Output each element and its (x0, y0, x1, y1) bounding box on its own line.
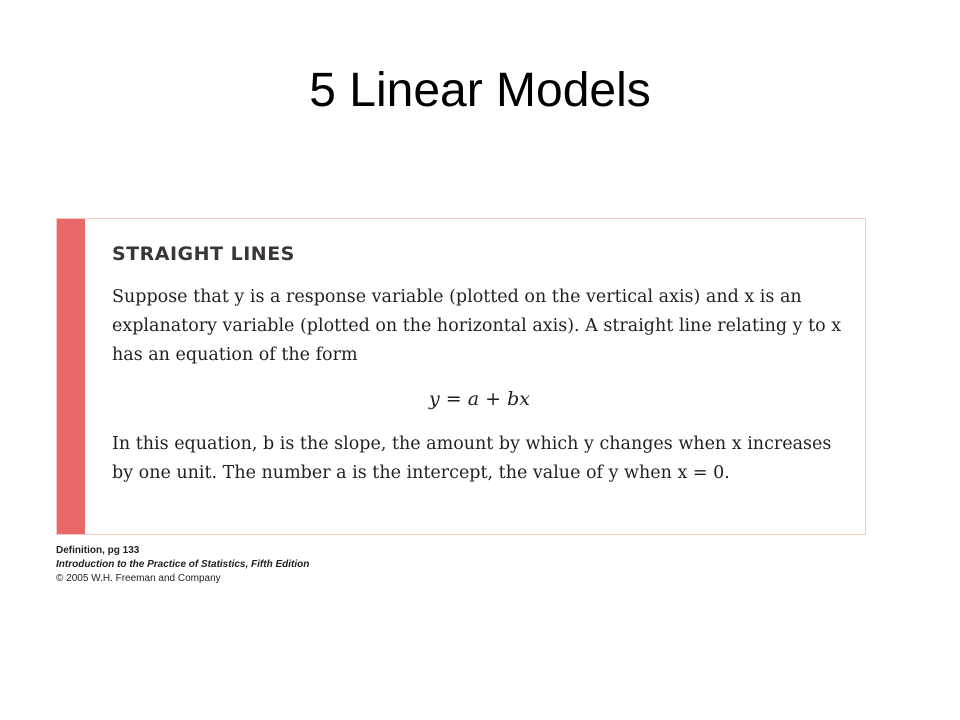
definition-paragraph-2: In this equation, b is the slope, the amount by which y changes when x increases by one unit. The number a is the intercept, the value of y when x = 0. (112, 434, 832, 483)
definition-content (112, 239, 847, 488)
equation-text: y = a + bx (429, 388, 530, 410)
definition-equation (112, 384, 847, 414)
source-line-definition: Definition, pg 133 (56, 545, 140, 556)
source-citation (56, 544, 309, 586)
source-line-copyright: © 2005 W.H. Freeman and Company (56, 573, 221, 584)
definition-heading: STRAIGHT LINES (112, 243, 295, 265)
slide-title: 5 Linear Models (309, 64, 651, 117)
definition-paragraph-1: Suppose that y is a response variable (plotted on the vertical axis) and x is an explanatory variable (plotted on the horizontal axis). A straight line relating y to x has an equation of the form (112, 287, 842, 365)
definition-box (56, 218, 866, 535)
definition-accent-bar (57, 219, 85, 534)
source-line-book: Introduction to the Practice of Statistics, Fifth Edition (56, 559, 310, 570)
